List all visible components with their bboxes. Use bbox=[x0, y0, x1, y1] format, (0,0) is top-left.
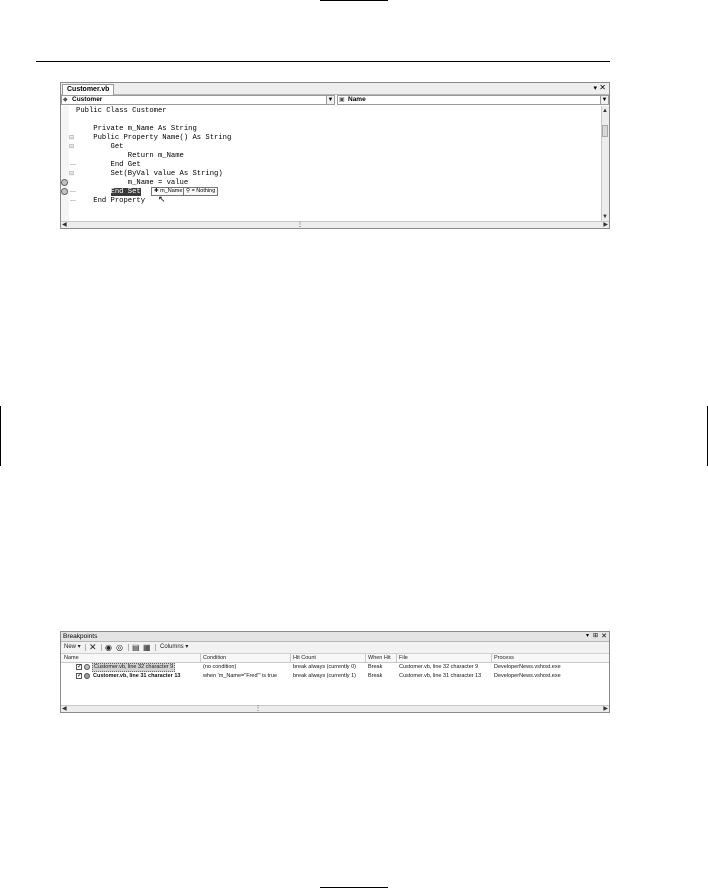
breakpoint-icon[interactable] bbox=[61, 188, 68, 195]
column-separator[interactable] bbox=[396, 654, 397, 662]
code-line[interactable]: Return m_Name bbox=[76, 152, 184, 160]
toolbar-separator bbox=[85, 644, 86, 651]
class-icon: ◆ bbox=[63, 97, 68, 103]
scroll-grip-icon[interactable]: ⋮ bbox=[255, 706, 261, 712]
go-to-source-icon[interactable]: ▤ bbox=[132, 643, 140, 652]
breakpoints-toolbar bbox=[61, 642, 609, 654]
breakpoint-hit-count: break always (currently 1) bbox=[293, 673, 356, 679]
column-header-name[interactable]: Name bbox=[64, 655, 79, 661]
breakpoints-titlebar bbox=[61, 632, 609, 642]
delete-icon[interactable]: ✕ bbox=[89, 642, 97, 652]
column-separator[interactable] bbox=[491, 654, 492, 662]
scroll-left-icon[interactable]: ◀ bbox=[62, 706, 67, 712]
code-line[interactable]: Public Property Name() As String bbox=[76, 134, 232, 142]
code-line[interactable]: Public Class Customer bbox=[76, 107, 167, 115]
column-separator[interactable] bbox=[365, 654, 366, 662]
method-name-combo[interactable] bbox=[337, 95, 609, 105]
close-icon[interactable]: ✕ bbox=[599, 83, 606, 92]
collapse-icon[interactable]: ⊟ bbox=[69, 144, 75, 150]
column-header-when-hit[interactable]: When Hit bbox=[368, 655, 391, 661]
disable-all-icon[interactable]: ◎ bbox=[116, 643, 123, 652]
code-line[interactable]: Private m_Name As String bbox=[76, 125, 197, 133]
code-line[interactable]: Set(ByVal value As String) bbox=[76, 170, 223, 178]
editor-vertical-scrollbar[interactable] bbox=[601, 106, 609, 222]
current-statement-highlight: End Set bbox=[110, 188, 141, 196]
code-editor-window bbox=[60, 82, 610, 229]
breakpoint-process: DeveloperNews.vshost.exe bbox=[494, 673, 561, 679]
chevron-down-icon[interactable]: ▼ bbox=[601, 97, 608, 103]
member-combo-value: Name bbox=[348, 96, 366, 103]
breakpoints-window bbox=[60, 631, 610, 713]
column-header-process[interactable]: Process bbox=[494, 655, 514, 661]
breakpoint-name[interactable]: Customer.vb, line 32 character 9 bbox=[94, 664, 174, 670]
tab-label: Customer.vb bbox=[67, 86, 110, 93]
tab-customer-vb[interactable] bbox=[62, 84, 114, 95]
outline-end-mark: — bbox=[70, 189, 76, 195]
column-header-file[interactable]: File bbox=[399, 655, 408, 661]
scroll-left-icon[interactable]: ◀ bbox=[62, 222, 67, 228]
scroll-right-icon[interactable]: ▶ bbox=[603, 222, 608, 228]
scroll-grip-icon[interactable]: ⋮ bbox=[297, 222, 303, 228]
pin-icon[interactable]: ⊞ bbox=[592, 633, 598, 639]
outline-end-mark: — bbox=[70, 198, 76, 204]
collapse-icon[interactable]: ⊟ bbox=[69, 171, 75, 177]
property-icon: ▣ bbox=[339, 97, 345, 103]
mouse-cursor-icon: ↖ bbox=[158, 194, 166, 204]
class-combo-value: Customer bbox=[72, 96, 103, 103]
scroll-right-icon[interactable]: ▶ bbox=[603, 706, 608, 712]
breakpoint-process: DeveloperNews.vshost.exe bbox=[494, 664, 561, 670]
go-to-disassembly-icon[interactable]: ▦ bbox=[143, 643, 151, 652]
enabled-checkbox[interactable]: ✓ bbox=[77, 664, 83, 670]
code-line[interactable]: Get bbox=[76, 143, 124, 151]
toolbar-separator bbox=[155, 644, 156, 651]
scroll-up-icon[interactable]: ▲ bbox=[602, 108, 608, 114]
scroll-down-icon[interactable]: ▼ bbox=[602, 214, 608, 220]
columns-button[interactable]: Columns ▾ bbox=[160, 644, 189, 650]
breakpoint-condition: (no condition) bbox=[203, 664, 237, 670]
window-title: Breakpoints bbox=[63, 633, 98, 640]
delete-all-icon[interactable]: ◉ bbox=[105, 643, 112, 652]
column-header-row bbox=[61, 654, 609, 663]
datatip[interactable] bbox=[151, 187, 185, 196]
breakpoints-horizontal-scrollbar[interactable] bbox=[61, 705, 609, 712]
breakpoint-when-hit: Break bbox=[368, 664, 383, 670]
breakpoint-condition: when 'm_Name="Fred"' is true bbox=[203, 673, 278, 679]
breakpoint-file: Customer.vb, line 31 character 13 bbox=[399, 673, 482, 679]
editor-tab-strip bbox=[61, 83, 609, 95]
pin-icon[interactable]: ✚ bbox=[154, 188, 159, 194]
breakpoint-icon[interactable] bbox=[61, 179, 68, 186]
code-line[interactable]: End Get bbox=[76, 161, 141, 169]
breakpoint-gutter[interactable] bbox=[61, 106, 69, 222]
column-separator[interactable] bbox=[290, 654, 291, 662]
datatip-value-text: = Nothing bbox=[191, 188, 216, 194]
breakpoint-icon bbox=[84, 664, 90, 670]
outline-end-mark: — bbox=[70, 162, 76, 168]
breakpoint-hit-count: break always (currently 0) bbox=[293, 664, 356, 670]
window-position-icon[interactable]: ▾ bbox=[585, 633, 589, 639]
toolbar-separator bbox=[128, 644, 129, 651]
datatip-value[interactable] bbox=[183, 187, 218, 196]
chevron-down-icon[interactable]: ▼ bbox=[327, 97, 334, 103]
class-name-combo[interactable] bbox=[61, 95, 335, 105]
column-header-hit-count[interactable]: Hit Count bbox=[293, 655, 316, 661]
code-line[interactable]: End Property bbox=[76, 197, 146, 205]
new-breakpoint-button[interactable]: New ▾ bbox=[64, 644, 81, 650]
top-rule bbox=[36, 61, 610, 62]
column-header-condition[interactable]: Condition bbox=[203, 655, 227, 661]
scroll-thumb[interactable] bbox=[602, 125, 608, 137]
table-row[interactable] bbox=[61, 663, 601, 672]
breakpoint-icon bbox=[84, 673, 90, 679]
code-line[interactable] bbox=[76, 188, 141, 197]
datatip-variable-name: m_Name bbox=[160, 188, 183, 194]
breakpoint-file: Customer.vb, line 32 character 9 bbox=[399, 664, 479, 670]
column-separator[interactable] bbox=[200, 654, 201, 662]
table-row[interactable] bbox=[61, 672, 601, 681]
header-rule bbox=[320, 0, 388, 1]
toolbar-separator bbox=[101, 644, 102, 651]
magnifier-icon[interactable]: ⚲ bbox=[186, 188, 191, 194]
tab-dropdown-icon[interactable]: ▾ bbox=[593, 85, 597, 92]
left-margin-mark bbox=[0, 406, 1, 466]
close-icon[interactable]: ✕ bbox=[601, 633, 607, 640]
code-line[interactable]: m_Name = value bbox=[76, 179, 189, 187]
collapse-icon[interactable]: ⊟ bbox=[69, 135, 75, 141]
editor-horizontal-scrollbar[interactable] bbox=[61, 221, 609, 228]
breakpoint-name[interactable]: Customer.vb, line 31 character 13 bbox=[93, 673, 181, 679]
enabled-checkbox[interactable]: ✓ bbox=[77, 673, 83, 679]
breakpoint-when-hit: Break bbox=[368, 673, 383, 679]
